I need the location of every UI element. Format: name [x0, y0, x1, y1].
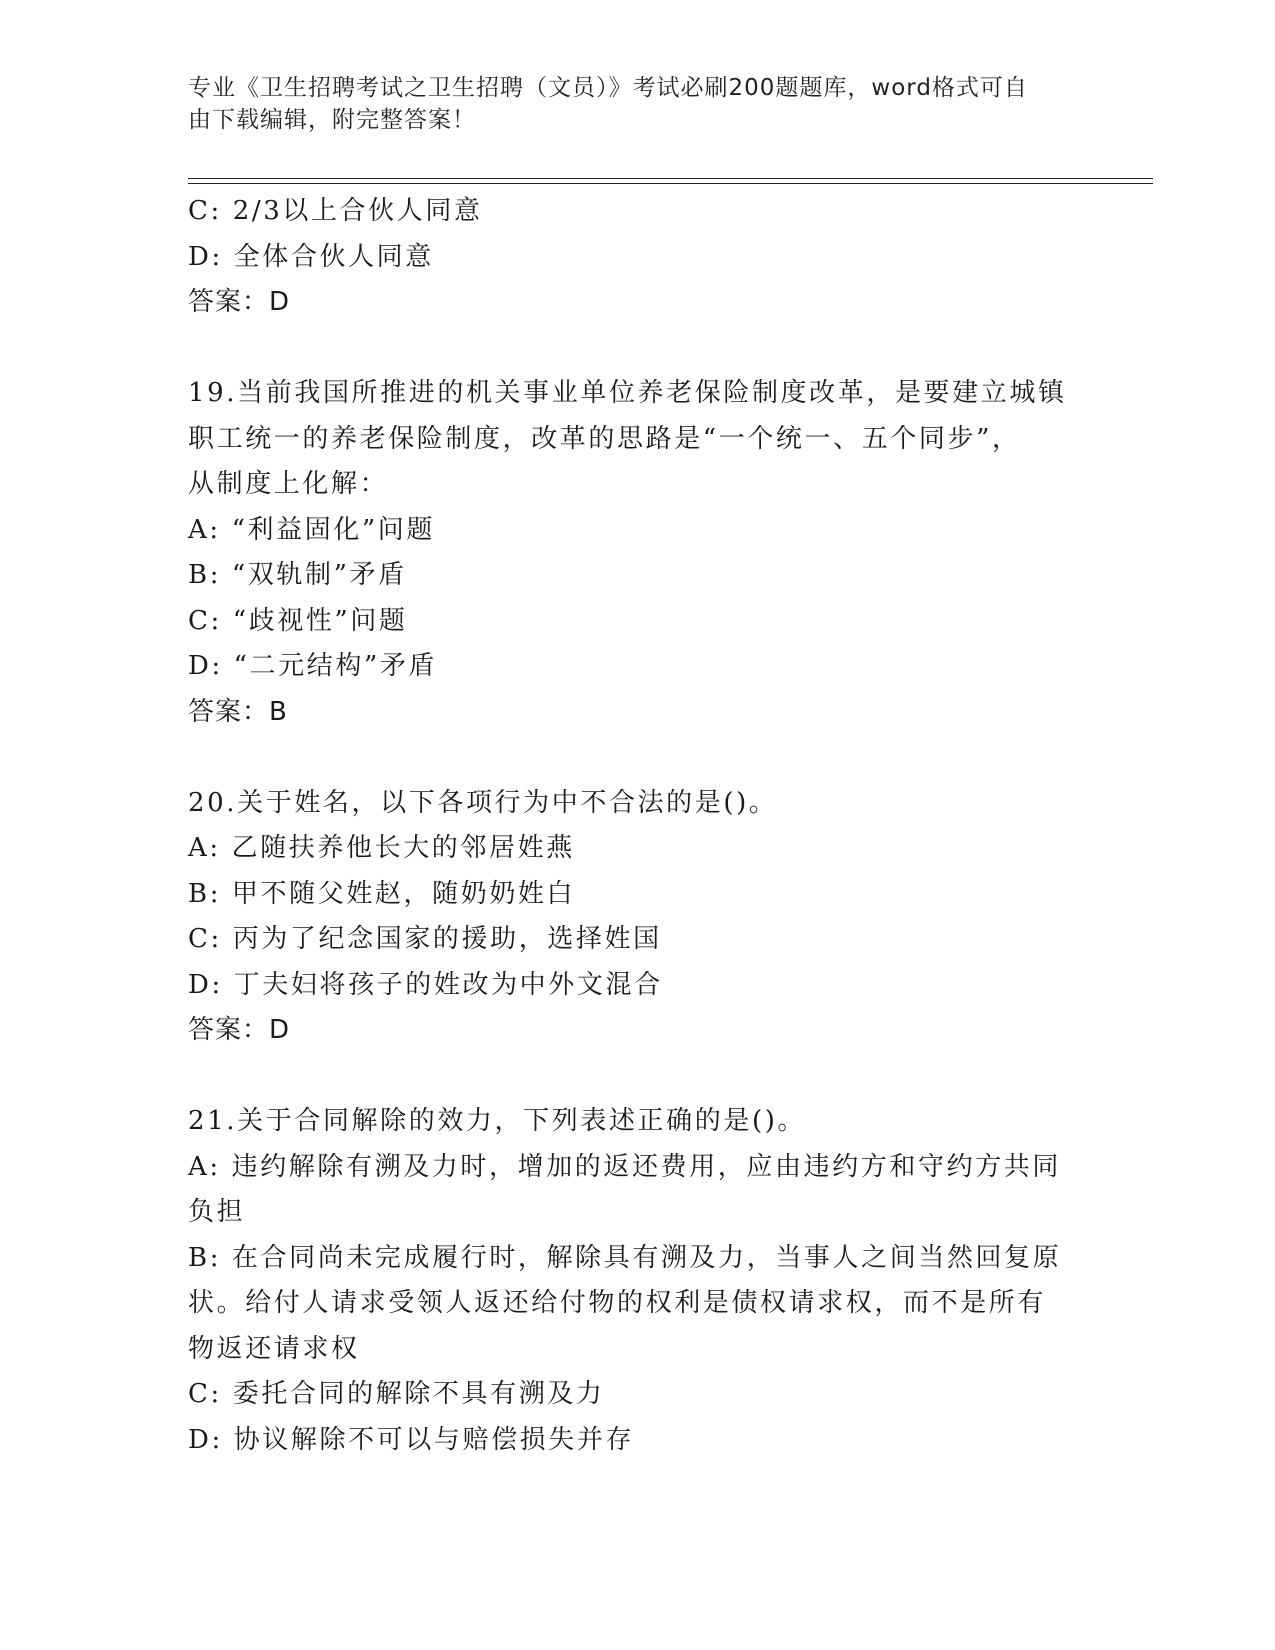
- q18-option-d: D: 全体合伙人同意: [188, 241, 434, 272]
- q21-stem: 21.关于合同解除的效力，下列表述正确的是()。: [188, 1106, 807, 1136]
- q20-option-b: B: 甲不随父姓赵，随奶奶姓白: [188, 878, 576, 909]
- q20-option-d: D: 丁夫妇将孩子的姓改为中外文混合: [188, 969, 663, 1000]
- spacer: [188, 735, 1088, 781]
- q18-answer: 答案：D: [188, 287, 291, 317]
- spacer: [188, 1054, 1088, 1100]
- q20-option-c: C: 丙为了纪念国家的援助，选择姓国: [188, 924, 662, 954]
- q18-option-c: C: 2/3以上合伙人同意: [188, 196, 483, 226]
- q19-stem-line-3: 从制度上化解：: [188, 469, 389, 499]
- q21-option-d: D: 协议解除不可以与赔偿损失并存: [188, 1424, 635, 1455]
- q21-option-a-line-2: 负担: [188, 1197, 246, 1227]
- q19-stem-line-2: 职工统一的养老保险制度，改革的思路是“一个统一、五个同步”，: [188, 423, 1021, 454]
- q19-option-b: B: “双轨制”矛盾: [188, 560, 407, 590]
- q21-option-b-line-3: 物返还请求权: [188, 1333, 360, 1364]
- header-divider-bottom: [188, 183, 1153, 184]
- q19-answer: 答案：B: [188, 696, 288, 727]
- q21-option-c: C: 委托合同的解除不具有溯及力: [188, 1379, 605, 1409]
- q21-option-b-line-2: 状。给付人请求受领人返还给付物的权利是债权请求权，而不是所有: [188, 1288, 1047, 1318]
- q19-option-c: C: “歧视性”问题: [188, 605, 408, 636]
- header-line-2: 由下载编辑，附完整答案！: [188, 107, 476, 133]
- question-list: [188, 189, 1088, 1463]
- q20-answer: 答案：D: [188, 1015, 291, 1045]
- q20-option-a: A: 乙随扶养他长大的邻居姓燕: [188, 833, 575, 863]
- header-line-1: 专业《卫生招聘考试之卫生招聘（文员）》考试必刷200题题库，word格式可自: [188, 75, 1028, 101]
- page-header: [188, 72, 1068, 136]
- q19-option-a: A: “利益固化”问题: [188, 514, 435, 545]
- spacer: [188, 326, 1088, 372]
- q19-stem-line-1: 19.当前我国所推进的机关事业单位养老保险制度改革，是要建立城镇: [188, 378, 1067, 408]
- q20-stem: 20.关于姓名，以下各项行为中不合法的是()。: [188, 787, 778, 818]
- q19-option-d: D: “二元结构”矛盾: [188, 651, 438, 681]
- header-divider-top: [188, 178, 1153, 179]
- q21-option-b-line-1: B: 在合同尚未完成履行时，解除具有溯及力，当事人之间当然回复原: [188, 1242, 1062, 1273]
- q21-option-a-line-1: A: 违约解除有溯及力时，增加的返还费用，应由违约方和守约方共同: [188, 1151, 1062, 1182]
